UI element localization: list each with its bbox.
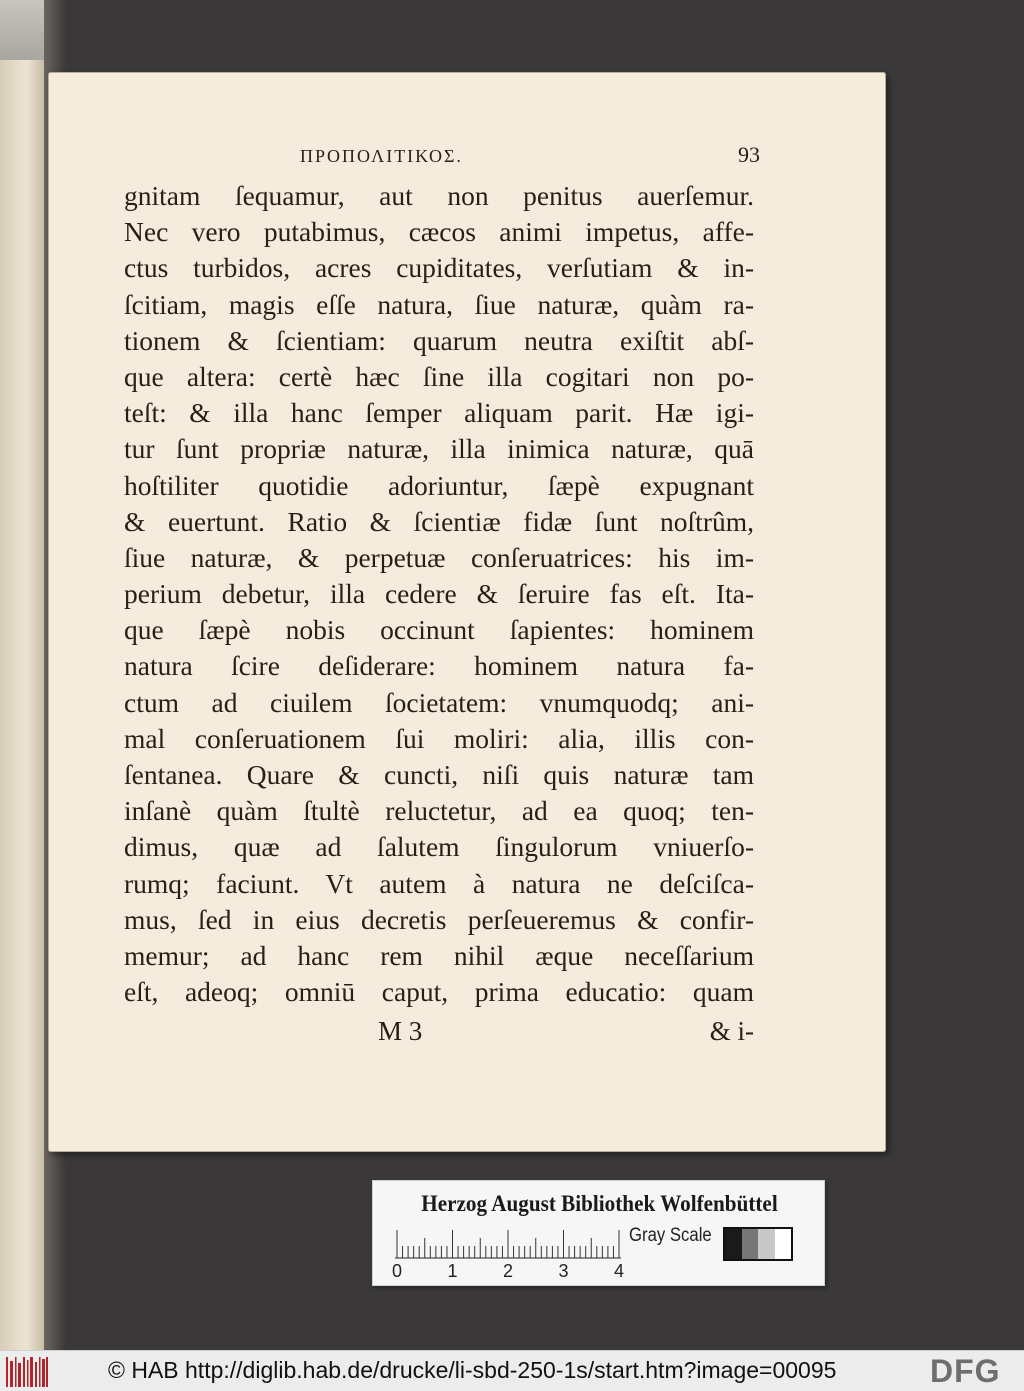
text-line: que altera: certè hæc ſine illa cogitari non po- (124, 360, 754, 392)
previous-page-sliver (0, 60, 44, 1350)
gray-swatch (775, 1229, 792, 1259)
gray-swatch (758, 1229, 775, 1259)
barcode-icon (6, 1357, 48, 1387)
text-line: mal conſeruationem ſui moliri: alia, illis con- (124, 722, 754, 754)
gray-swatch (742, 1229, 759, 1259)
gray-scale-label: Gray Scale (629, 1225, 712, 1246)
text-line: ctus turbidos, acres cupiditates, verſutiam & in- (124, 252, 754, 284)
text-line: que ſæpè nobis occinunt ſapientes: hominem (124, 614, 754, 646)
text-line: tur ſunt propriæ naturæ, illa inimica naturæ, quā (124, 433, 754, 465)
text-line: eſt, adeoq; omniū caput, prima educatio: quam (124, 976, 754, 1008)
book-page (48, 72, 886, 1152)
text-line: inſanè quàm ſtultè reluctetur, ad ea quoq; ten- (124, 795, 754, 827)
ruler (395, 1229, 621, 1259)
running-head (124, 142, 760, 178)
ruler-number: 2 (503, 1261, 514, 1281)
dfg-logo: DFG (930, 1353, 1001, 1389)
text-line: tionem & ſcientiam: quarum neutra exiſtit abſ- (124, 324, 754, 356)
running-head-title: ΠΡΟΠΟΛΙΤΙΚΟΣ. (300, 146, 463, 166)
previous-page-edge (0, 0, 44, 60)
source-url-link[interactable]: © HAB http://diglib.hab.de/drucke/li-sbd-250-1s/start.htm?image=00095 (108, 1357, 837, 1383)
footer-bar (0, 1350, 1024, 1391)
gray-scale-swatches (723, 1227, 793, 1261)
text-line: mus, ſed in eius decretis perſeueremus & confir- (124, 903, 754, 935)
page-footer-line (124, 1010, 754, 1050)
ruler-ticks (395, 1229, 621, 1259)
text-line: perium debetur, illa cedere & ſeruire fas eſt. Ita- (124, 578, 754, 610)
text-line: Nec vero putabimus, cæcos animi impetus, affe- (124, 216, 754, 248)
color-calibration-card (372, 1180, 825, 1286)
ruler-number: 3 (558, 1261, 569, 1281)
text-lines (124, 178, 754, 1010)
text-line: memur; ad hanc rem nihil æque neceſſarium (124, 939, 754, 971)
text-line: gnitam ſequamur, aut non penitus auerſemur. (124, 180, 754, 211)
card-title: Herzog August Bibliothek Wolfenbüttel (421, 1191, 778, 1216)
ruler-number: 1 (447, 1261, 458, 1281)
text-line: ſiue naturæ, & perpetuæ conſeruatrices: his im- (124, 541, 754, 573)
page-number: 93 (738, 142, 760, 167)
text-line: ſcitiam, magis eſſe natura, ſiue naturæ, quàm ra- (124, 288, 754, 320)
gray-swatch (725, 1229, 742, 1259)
catchword: & i- (709, 1016, 754, 1047)
text-line: hoſtiliter quotidie adoriuntur, ſæpè expugnant (124, 469, 754, 501)
text-line: & euertunt. Ratio & ſcientiæ fidæ ſunt noſtrûm, (124, 505, 754, 537)
text-line: teſt: & illa hanc ſemper aliquam parit. Hæ igi- (124, 397, 754, 429)
text-line: natura ſcire deſiderare: hominem natura fa- (124, 650, 754, 682)
signature-mark: M 3 (378, 1016, 423, 1047)
text-line: rumq; faciunt. Vt autem à natura ne deſciſca- (124, 867, 754, 899)
ruler-number: 0 (392, 1261, 403, 1281)
page-text-block (124, 142, 760, 1050)
text-line: ſentanea. Quare & cuncti, niſi quis naturæ tam (124, 759, 754, 790)
text-line: dimus, quæ ad ſalutem ſingulorum vniuerſo- (124, 831, 754, 863)
text-line: ctum ad ciuilem ſocietatem: vnumquodq; ani- (124, 686, 754, 718)
ruler-number: 4 (614, 1261, 625, 1281)
